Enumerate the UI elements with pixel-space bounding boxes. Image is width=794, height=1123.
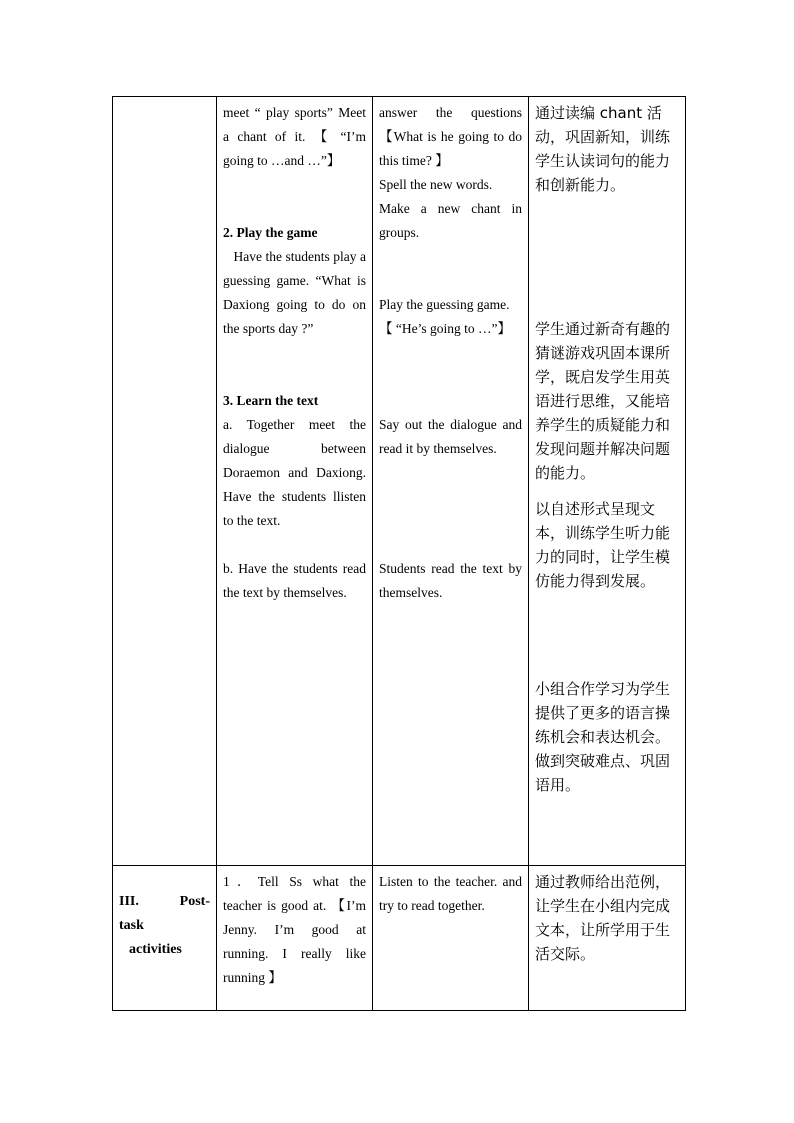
student-activity-new-chant: Make a new chant in groups. [379, 201, 522, 240]
table-row [113, 866, 686, 1011]
teacher-activity-guessing-game: Have the students play a guessing game. “What is Daxiong going to do on the sports day ?” [223, 249, 370, 336]
student-activity-cell [373, 97, 529, 866]
student-activity-answer-pattern: 【 “He’s going to …”】 [379, 321, 511, 336]
student-activity-guessing: Play the guessing game. [379, 297, 510, 312]
student-activity-cell [373, 866, 529, 1011]
stage-label-post-task: III. Post- task activities [119, 894, 210, 957]
step-heading-play-game: 2. Play the game [223, 225, 318, 240]
student-activity-read-text: Students read the text by themselves. [379, 561, 522, 600]
student-activity-spell: Spell the new words. [379, 177, 493, 192]
design-intent-cell [529, 866, 686, 1011]
design-intent-group-work: 小组合作学习为学生提供了更多的语言操练机会和表达机会。做到突破难点、巩固语用。 [535, 680, 671, 794]
stage-cell [113, 866, 217, 1011]
teacher-activity-cell [217, 866, 373, 1011]
step-heading-learn-text: 3. Learn the text [223, 393, 319, 408]
lesson-plan-table [112, 96, 686, 1011]
design-intent-guessing-game: 学生通过新奇有趣的猜谜游戏巩固本课所学，既启发学生用英语进行思维，又能培养学生的质疑能力和发现问题并解决问题的能力。 [535, 320, 671, 482]
design-intent-example: 通过教师给出范例，让学生在小组内完成文本，让所学用于生活交际。 [535, 873, 671, 963]
teacher-activity-dialogue: a. Together meet the dialogue between Doraemon and Daxiong. Have the students llisten to the text. [223, 417, 366, 528]
teacher-activity-cell [217, 97, 373, 866]
student-activity-answer: answer the questions 【What is he going to do this time? 】 [379, 105, 522, 168]
design-intent-cell [529, 97, 686, 866]
teacher-activity-chant: meet “ play sports” Meet a chant of it. 【 “I’m going to …and …”】 [223, 105, 366, 168]
teacher-activity-good-at: 1．Tell Ss what the teacher is good at. 【I’m Jenny. I’m good at running. I really like running 】 [223, 874, 366, 985]
design-intent-text: 以自述形式呈现文本，训练学生听力能力的同时，让学生模仿能力得到发展。 [535, 500, 671, 590]
teacher-activity-read-text: b. Have the students read the text by themselves. [223, 561, 366, 600]
student-activity-dialogue: Say out the dialogue and read it by themselves. [379, 417, 522, 456]
table-row [113, 97, 686, 866]
stage-cell [113, 97, 217, 866]
student-activity-listen: Listen to the teacher. and try to read together. [379, 874, 522, 913]
design-intent-chant: 通过读编 chant 活动，巩固新知，训练学生认读词句的能力和创新能力。 [535, 104, 671, 194]
